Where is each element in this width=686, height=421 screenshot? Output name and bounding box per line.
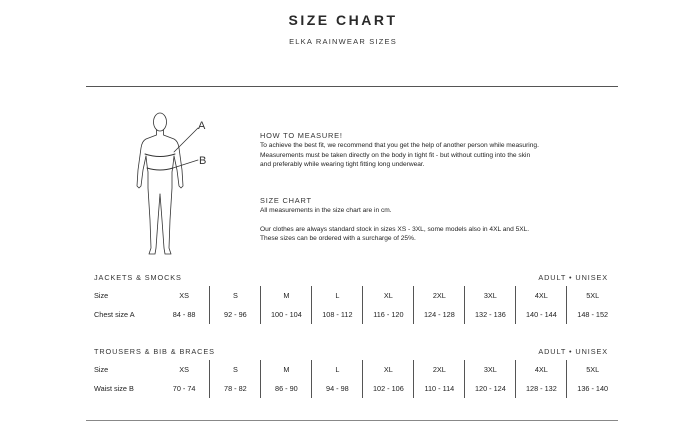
- jackets-section-badge: ADULT • UNISEX: [538, 273, 608, 282]
- measure-row-label: Waist size B: [94, 384, 134, 393]
- size-chart-info-section: [260, 196, 600, 243]
- size-cell: XL: [363, 286, 414, 305]
- size-chart-line: These sizes can be ordered with a surcharge of 25%.: [260, 234, 416, 242]
- jackets-size-table: [86, 286, 618, 324]
- size-cell: M: [261, 360, 312, 379]
- value-cell: 100 - 104: [261, 305, 312, 324]
- body-outline-illustration: [128, 108, 224, 262]
- how-to-measure-section: [260, 131, 600, 169]
- size-cell: 4XL: [516, 286, 567, 305]
- size-cell: 3XL: [465, 360, 516, 379]
- how-to-measure-line: To achieve the best fit, we recommend that you get the help of another person while measuring.: [260, 142, 539, 150]
- value-cell: 78 - 82: [210, 379, 261, 398]
- trousers-size-table: [86, 360, 618, 398]
- size-cell: 5XL: [567, 360, 618, 379]
- value-cell: 94 - 98: [312, 379, 363, 398]
- size-cell: S: [210, 360, 261, 379]
- trousers-section-label: TROUSERS & BIB & BRACES: [94, 347, 215, 356]
- value-cell: 128 - 132: [516, 379, 567, 398]
- size-cell: 5XL: [567, 286, 618, 305]
- size-cell: XS: [179, 291, 189, 300]
- value-cell: 110 - 114: [414, 379, 465, 398]
- table-row: [86, 305, 618, 324]
- size-chart-heading: SIZE CHART: [260, 196, 312, 205]
- size-cell: 2XL: [414, 286, 465, 305]
- value-cell: 148 - 152: [567, 305, 618, 324]
- size-cell: 3XL: [465, 286, 516, 305]
- size-cell: L: [312, 360, 363, 379]
- value-cell: 136 - 140: [567, 379, 618, 398]
- page-subtitle: ELKA RAINWEAR SIZES: [289, 37, 397, 46]
- value-cell: 108 - 112: [312, 305, 363, 324]
- size-row-label: Size: [94, 365, 109, 374]
- value-cell: 140 - 144: [516, 305, 567, 324]
- how-to-measure-line: Measurements must be taken directly on the body in tight fit - but without cutting into the skin: [260, 151, 531, 159]
- value-cell: 132 - 136: [465, 305, 516, 324]
- value-cell: 86 - 90: [261, 379, 312, 398]
- top-divider: [86, 86, 618, 87]
- value-cell: 70 - 74: [172, 384, 196, 393]
- size-cell: L: [312, 286, 363, 305]
- size-cell: 4XL: [516, 360, 567, 379]
- trousers-section-badge: ADULT • UNISEX: [538, 347, 608, 356]
- table-row: [86, 360, 618, 379]
- table-row: [86, 286, 618, 305]
- how-to-measure-heading: HOW TO MEASURE!: [260, 131, 343, 140]
- value-cell: 102 - 106: [363, 379, 414, 398]
- measure-row-label: Chest size A: [94, 310, 135, 319]
- size-cell: XS: [179, 365, 189, 374]
- label-b: B: [199, 155, 207, 167]
- size-chart-line: All measurements in the size chart are in cm.: [260, 207, 392, 215]
- size-cell: XL: [363, 360, 414, 379]
- value-cell: 116 - 120: [363, 305, 414, 324]
- size-cell: M: [261, 286, 312, 305]
- jackets-section-label: JACKETS & SMOCKS: [94, 273, 182, 282]
- table-row: [86, 379, 618, 398]
- value-cell: 120 - 124: [465, 379, 516, 398]
- label-a: A: [198, 120, 206, 132]
- page-title: SIZE CHART: [288, 12, 398, 28]
- value-cell: 124 - 128: [414, 305, 465, 324]
- size-cell: 2XL: [414, 360, 465, 379]
- value-cell: 84 - 88: [172, 310, 196, 319]
- size-cell: S: [210, 286, 261, 305]
- size-row-label: Size: [94, 291, 109, 300]
- body-measurement-figure: [128, 108, 224, 262]
- value-cell: 92 - 96: [210, 305, 261, 324]
- how-to-measure-line: and preferably while wearing tight fitting long underwear.: [260, 160, 425, 168]
- size-chart-line: Our clothes are always standard stock in sizes XS - 3XL, some models also in 4XL and 5XL.: [260, 225, 530, 233]
